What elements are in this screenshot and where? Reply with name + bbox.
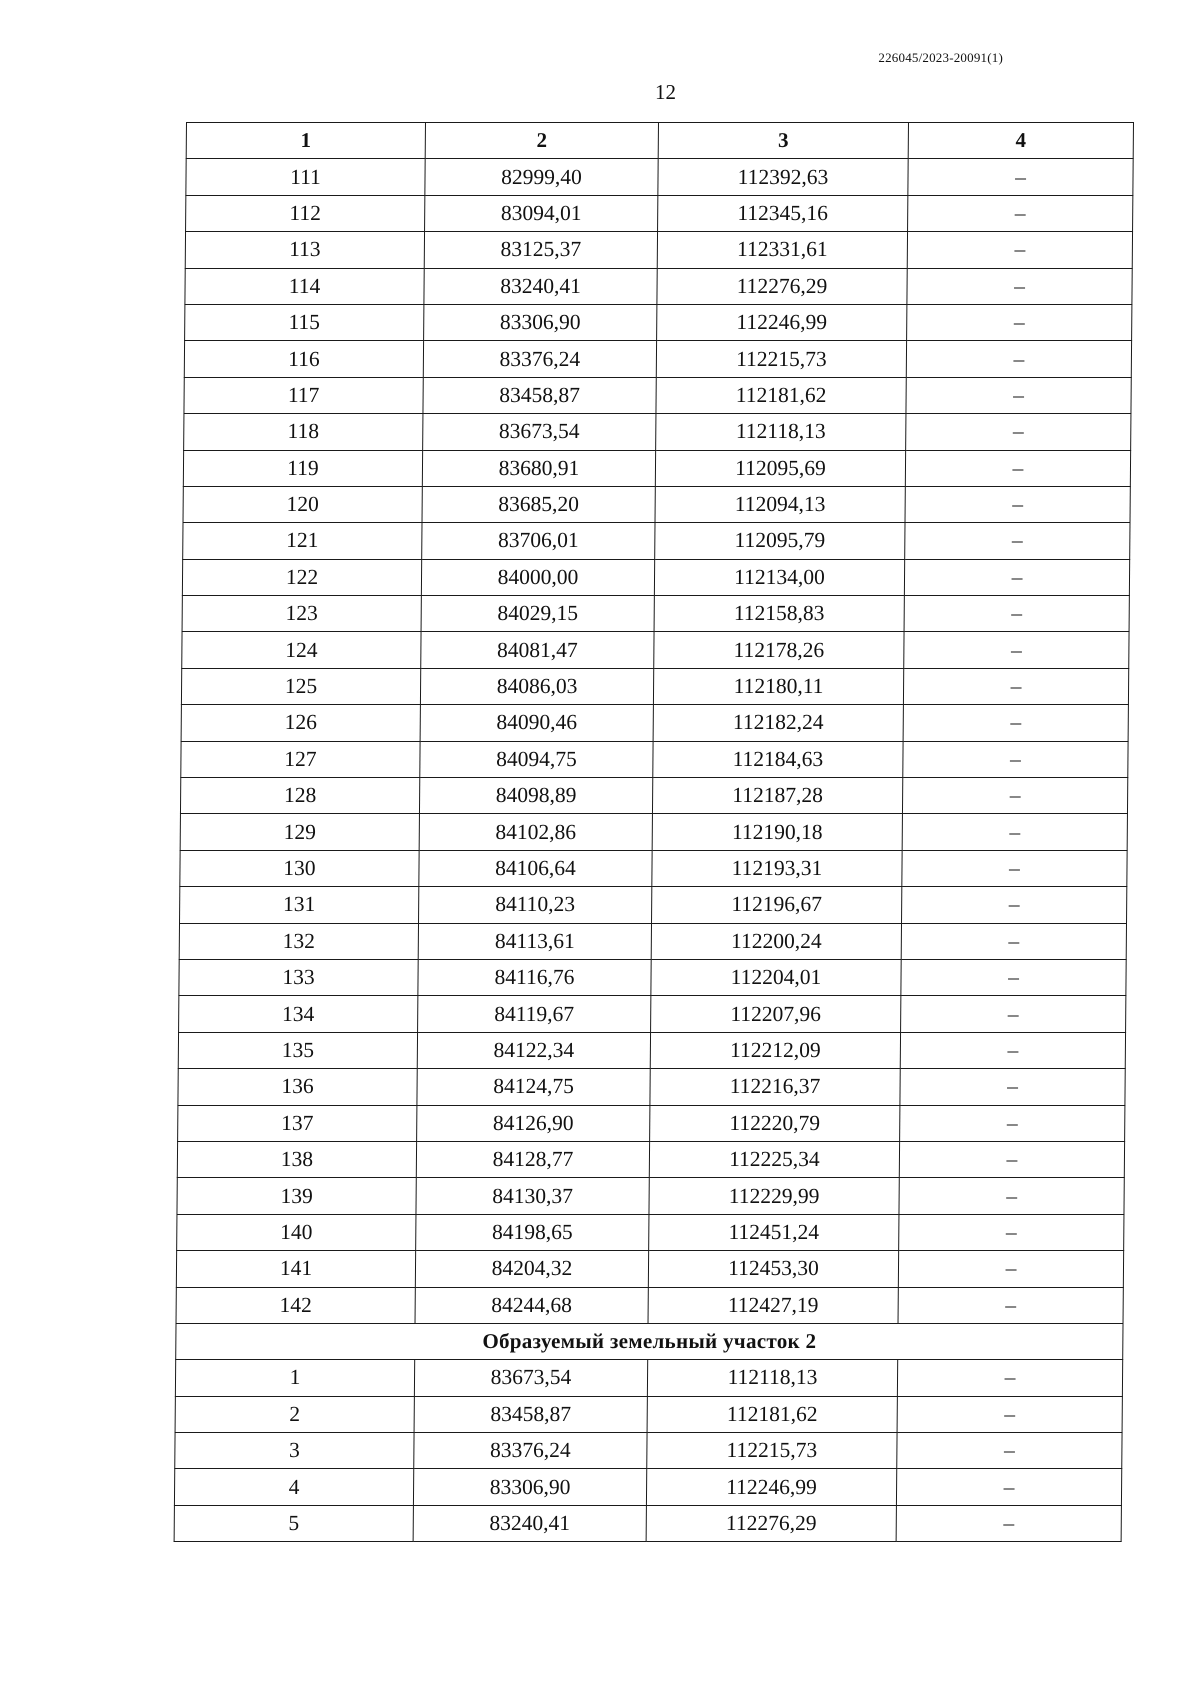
table-cell: 2 [175,1396,414,1432]
table-cell: 84106,64 [419,850,652,886]
table-cell: – [904,632,1129,668]
table-cell: 112216,37 [650,1069,900,1105]
table-cell: 83680,91 [422,450,655,486]
table-cell: 84128,77 [416,1141,649,1177]
table-cell: 112215,73 [647,1433,897,1469]
table-cell: – [905,523,1130,559]
table-cell: 112200,24 [651,923,901,959]
table-header-row [186,123,1133,159]
table-cell: 83376,24 [423,341,656,377]
table-cell: 115 [185,304,424,340]
table-cell: – [901,996,1126,1032]
column-header: 1 [186,123,425,159]
table-cell: 1 [175,1360,414,1396]
table-row [182,632,1129,668]
table-cell: 135 [178,1032,417,1068]
table-row [182,596,1129,632]
table-cell: 4 [174,1469,413,1505]
section-row [176,1323,1123,1359]
table-row [185,232,1132,268]
table-row [183,486,1130,522]
column-header: 2 [425,123,658,159]
table-row [184,377,1131,413]
table-row [178,1069,1125,1105]
table-cell: 133 [179,959,418,995]
table-cell: 116 [184,341,423,377]
table-cell: – [902,814,1127,850]
table-cell: 84204,32 [415,1251,648,1287]
table-cell: 119 [183,450,422,486]
table-cell: – [902,778,1127,814]
table-row [185,304,1132,340]
table-cell: 112134,00 [654,559,904,595]
table-cell: – [907,268,1132,304]
table-row [177,1214,1124,1250]
table-cell: – [906,414,1131,450]
table-cell: 127 [181,741,420,777]
table-cell: 132 [179,923,418,959]
table-cell: – [900,1032,1125,1068]
table-cell: 137 [178,1105,417,1141]
table-row [180,814,1127,850]
table-cell: 112276,29 [646,1505,896,1541]
table-cell: 125 [181,668,420,704]
table-cell: 121 [183,523,422,559]
table-cell: – [898,1251,1123,1287]
column-header: 3 [658,123,908,159]
table-cell: 84090,46 [420,705,653,741]
table-cell: – [899,1214,1124,1250]
table-cell: – [903,741,1128,777]
table-cell: 83376,24 [414,1433,647,1469]
table-cell: 83306,90 [424,304,657,340]
document-id: 226045/2023-20091(1) [878,50,1003,65]
table-cell: – [900,1105,1125,1141]
table-cell: 112427,19 [648,1287,898,1323]
table-cell: 3 [175,1433,414,1469]
table-cell: – [899,1178,1124,1214]
table-cell: 112094,13 [655,486,905,522]
table-row [183,450,1130,486]
table-cell: – [900,1069,1125,1105]
table-cell: – [908,159,1133,195]
table-row [179,996,1126,1032]
table-row [174,1505,1121,1541]
table-cell: 118 [184,414,423,450]
table-cell: 112095,69 [655,450,905,486]
table-cell: 112182,24 [653,705,903,741]
table-cell: 84130,37 [416,1178,649,1214]
table-cell: 112193,31 [652,850,902,886]
table-cell: 112118,13 [647,1360,897,1396]
table-row [177,1178,1124,1214]
table-cell: – [901,923,1126,959]
table-row [186,195,1133,231]
table-cell: – [898,1287,1123,1323]
table-cell: 84198,65 [416,1214,649,1250]
table-cell: – [907,304,1132,340]
table-cell: 112453,30 [648,1251,898,1287]
table-cell: 112392,63 [658,159,908,195]
table-body [174,159,1133,1542]
table-cell: 112184,63 [653,741,903,777]
table-row [181,741,1128,777]
table-cell: – [906,341,1131,377]
table-cell: – [904,559,1129,595]
table-cell: 84119,67 [418,996,651,1032]
table-cell: 112190,18 [652,814,902,850]
table-cell: 84113,61 [418,923,651,959]
table-cell: – [906,377,1131,413]
table-cell: 84098,89 [419,778,652,814]
table-cell: – [897,1396,1122,1432]
table-cell: 83240,41 [424,268,657,304]
table-row [182,559,1129,595]
table-cell: – [903,668,1128,704]
table-cell: 84094,75 [420,741,653,777]
table-cell: 113 [185,232,424,268]
table-cell: 112225,34 [649,1141,899,1177]
table-cell: 129 [180,814,419,850]
table-row [185,268,1132,304]
table-cell: 131 [180,887,419,923]
table-row [174,1469,1121,1505]
table-cell: 112118,13 [656,414,906,450]
table-cell: – [899,1141,1124,1177]
table-row [180,887,1127,923]
table-cell: 84029,15 [421,596,654,632]
table-cell: 142 [176,1287,415,1323]
table-cell: 83306,90 [413,1469,646,1505]
table-row [179,959,1126,995]
table-cell: – [896,1505,1121,1541]
table-row [183,523,1130,559]
table-cell: 120 [183,486,422,522]
table-cell: 84116,76 [418,959,651,995]
table-cell: 130 [180,850,419,886]
table-cell: 111 [186,159,425,195]
table-cell: 126 [181,705,420,741]
table-row [175,1360,1122,1396]
table-cell: 112212,09 [650,1032,900,1068]
table-cell: 83673,54 [414,1360,647,1396]
table-row [176,1251,1123,1287]
table-cell: 122 [182,559,421,595]
table-cell: 112229,99 [649,1178,899,1214]
table-cell: 84102,86 [419,814,652,850]
table-cell: 112187,28 [652,778,902,814]
table-cell: – [905,486,1130,522]
table-cell: 83673,54 [423,414,656,450]
table-row [184,341,1131,377]
table-cell: 112220,79 [650,1105,900,1141]
table-row [179,923,1126,959]
table-cell: 112181,62 [647,1396,897,1432]
table-cell: 112180,11 [653,668,903,704]
table-row [180,850,1127,886]
table-cell: 139 [177,1178,416,1214]
table-cell: 112158,83 [654,596,904,632]
table-cell: 112451,24 [649,1214,899,1250]
table-cell: 84110,23 [419,887,652,923]
table-cell: – [896,1469,1121,1505]
table-cell: 112178,26 [654,632,904,668]
table-cell: 84000,00 [421,559,654,595]
section-title: Образуемый земельный участок 2 [176,1323,1123,1359]
table-cell: 83706,01 [422,523,655,559]
table-cell: 84126,90 [417,1105,650,1141]
table-cell: 112181,62 [656,377,906,413]
table-cell: 5 [174,1505,413,1541]
table-cell: 83458,87 [414,1396,647,1432]
column-header: 4 [908,123,1133,159]
table-row [178,1032,1125,1068]
table-cell: 136 [178,1069,417,1105]
table-cell: 84124,75 [417,1069,650,1105]
table-cell: – [905,450,1130,486]
table-cell: – [902,850,1127,886]
table-cell: – [907,232,1132,268]
table-row [175,1396,1122,1432]
table-cell: – [908,195,1133,231]
table-cell: 112246,99 [646,1469,896,1505]
table-row [186,159,1133,195]
table-row [180,778,1127,814]
table-cell: 84081,47 [421,632,654,668]
table-cell: 128 [180,778,419,814]
table-cell: – [897,1433,1122,1469]
table-cell: 112095,79 [655,523,905,559]
table-cell: 112215,73 [656,341,906,377]
table-cell: – [903,705,1128,741]
table-cell: – [897,1360,1122,1396]
table-cell: 117 [184,377,423,413]
table-row [181,705,1128,741]
table-cell: – [901,959,1126,995]
table-cell: 112207,96 [651,996,901,1032]
table-cell: 83094,01 [425,195,658,231]
table-cell: 83685,20 [422,486,655,522]
table-cell: 112246,99 [657,304,907,340]
coordinates-table [174,122,1134,1542]
table-cell: 83240,41 [413,1505,646,1541]
table-cell: 138 [177,1141,416,1177]
table-cell: 84086,03 [420,668,653,704]
table-cell: 123 [182,596,421,632]
table-cell: 134 [179,996,418,1032]
table-row [175,1433,1122,1469]
page-number: 12 [655,80,676,104]
table-row [177,1141,1124,1177]
table-cell: 112204,01 [651,959,901,995]
table-row [178,1105,1125,1141]
table-cell: 112276,29 [657,268,907,304]
table-row [176,1287,1123,1323]
table-cell: – [902,887,1127,923]
table-cell: 83125,37 [424,232,657,268]
table-cell: 112345,16 [658,195,908,231]
table-row [184,414,1131,450]
table-cell: 112331,61 [657,232,907,268]
table-cell: – [904,596,1129,632]
table-cell: 84244,68 [415,1287,648,1323]
table-cell: 141 [176,1251,415,1287]
table-cell: 114 [185,268,424,304]
table-cell: 124 [182,632,421,668]
table-cell: 84122,34 [417,1032,650,1068]
table-cell: 83458,87 [423,377,656,413]
table-cell: 112196,67 [652,887,902,923]
table-cell: 140 [177,1214,416,1250]
table-row [181,668,1128,704]
table-cell: 112 [186,195,425,231]
table-cell: 82999,40 [425,159,658,195]
